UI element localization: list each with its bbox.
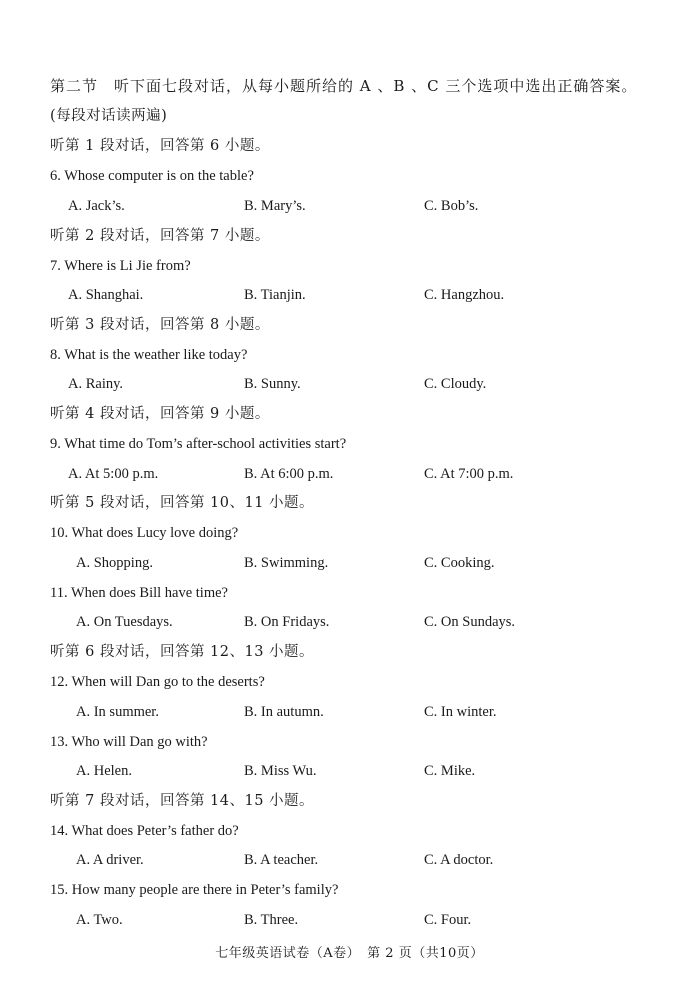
question-text: 14. What does Peter’s father do? bbox=[50, 823, 239, 839]
question-text: 10. What does Lucy love doing? bbox=[50, 525, 239, 541]
question-text: 11. When does Bill have time? bbox=[50, 585, 228, 601]
question-text: 15. How many people are there in Peter’s family? bbox=[50, 882, 339, 898]
option-c: C. In winter. bbox=[424, 704, 497, 720]
option-b: B. On Fridays. bbox=[244, 614, 330, 630]
section-note: (每段对话读两遍) bbox=[50, 108, 168, 124]
option-a: A. Shanghai. bbox=[68, 287, 144, 303]
option-a: A. Jack’s. bbox=[68, 198, 125, 214]
option-b: B. Tianjin. bbox=[244, 287, 306, 303]
page-footer: 七年级英语试卷（A卷） 第 2 页（共10页） bbox=[215, 946, 484, 961]
option-b: B. Mary’s. bbox=[244, 198, 306, 214]
option-c: C. Cloudy. bbox=[424, 376, 487, 392]
dialogue-instruction: 听第 5 段对话，回答第 10、11 小题。 bbox=[50, 495, 315, 511]
option-b: B. Sunny. bbox=[244, 376, 301, 392]
option-c: C. At 7:00 p.m. bbox=[424, 466, 514, 482]
question-text: 7. Where is Li Jie from? bbox=[50, 258, 191, 274]
option-c: C. Mike. bbox=[424, 763, 476, 779]
option-c: C. Hangzhou. bbox=[424, 287, 505, 303]
option-b: B. A teacher. bbox=[244, 852, 319, 868]
option-c: C. On Sundays. bbox=[424, 614, 516, 630]
question-text: 13. Who will Dan go with? bbox=[50, 734, 208, 750]
option-c: C. Four. bbox=[424, 912, 472, 928]
section-title: 第二节 听下面七段对话，从每小题所给的 A 、B 、C 三个选项中选出正确答案。 bbox=[50, 77, 638, 95]
option-a: A. At 5:00 p.m. bbox=[68, 466, 159, 482]
dialogue-instruction: 听第 4 段对话，回答第 9 小题。 bbox=[50, 406, 270, 422]
dialogue-instruction: 听第 7 段对话，回答第 14、15 小题。 bbox=[50, 793, 315, 809]
option-b: B. In autumn. bbox=[244, 704, 324, 720]
dialogue-instruction: 听第 3 段对话，回答第 8 小题。 bbox=[50, 317, 270, 333]
option-a: A. Two. bbox=[76, 912, 123, 928]
question-text: 6. Whose computer is on the table? bbox=[50, 168, 254, 184]
option-c: C. Bob’s. bbox=[424, 198, 479, 214]
option-a: A. Helen. bbox=[76, 763, 132, 779]
option-b: B. Swimming. bbox=[244, 555, 329, 571]
option-a: A. In summer. bbox=[76, 704, 159, 720]
dialogue-instruction: 听第 1 段对话，回答第 6 小题。 bbox=[50, 138, 270, 154]
option-b: B. At 6:00 p.m. bbox=[244, 466, 334, 482]
dialogue-instruction: 听第 6 段对话，回答第 12、13 小题。 bbox=[50, 644, 315, 660]
question-text: 12. When will Dan go to the deserts? bbox=[50, 674, 265, 690]
option-c: C. Cooking. bbox=[424, 555, 495, 571]
option-a: A. On Tuesdays. bbox=[76, 614, 173, 630]
option-a: A. Rainy. bbox=[68, 376, 124, 392]
option-a: A. A driver. bbox=[76, 852, 144, 868]
option-b: B. Miss Wu. bbox=[244, 763, 317, 779]
option-c: C. A doctor. bbox=[424, 852, 494, 868]
question-text: 8. What is the weather like today? bbox=[50, 347, 248, 363]
option-a: A. Shopping. bbox=[76, 555, 153, 571]
dialogue-instruction: 听第 2 段对话，回答第 7 小题。 bbox=[50, 228, 270, 244]
option-b: B. Three. bbox=[244, 912, 299, 928]
question-text: 9. What time do Tom’s after-school activities start? bbox=[50, 436, 347, 452]
